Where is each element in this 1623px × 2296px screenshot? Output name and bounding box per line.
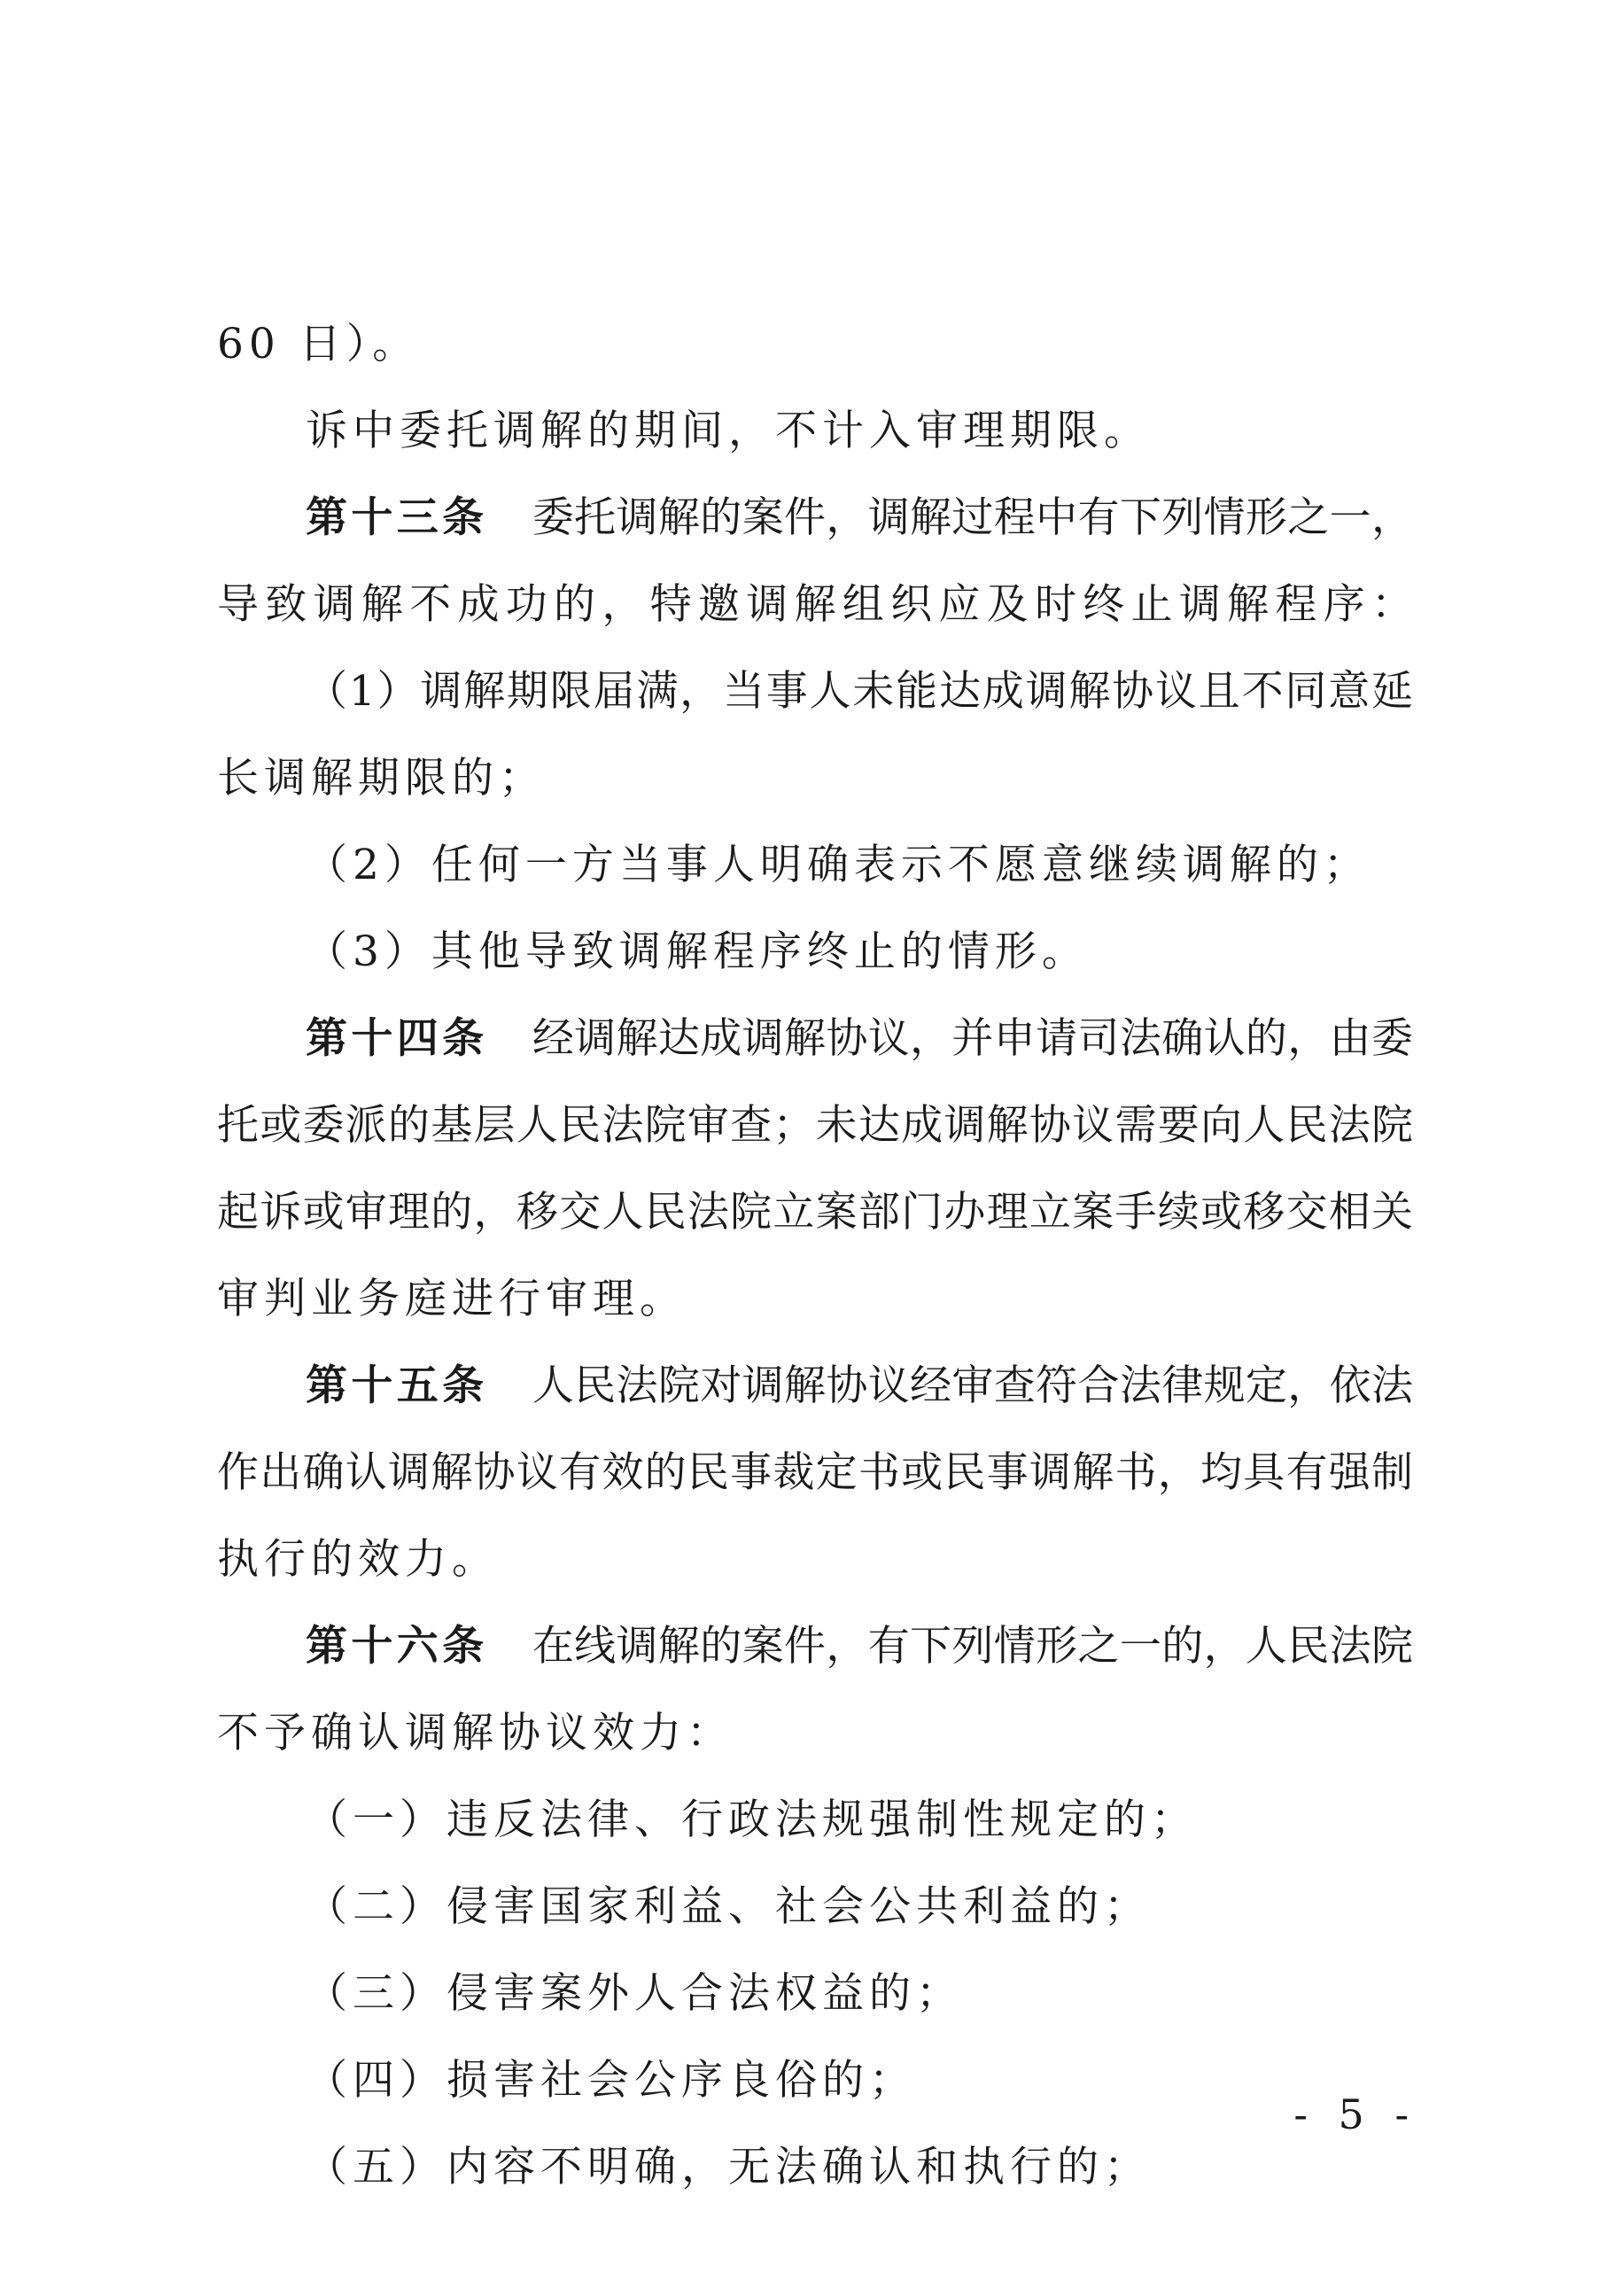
text-line: 导致调解不成功的，特邀调解组织应及时终止调解程序： bbox=[217, 580, 1413, 629]
text-line: 起诉或审理的，移交人民法院立案部门办理立案手续或移交相关 bbox=[217, 1188, 1413, 1237]
article-15-title: 第十五条 bbox=[306, 1361, 488, 1410]
list-item: （四）损害社会公序良俗的； bbox=[306, 2056, 916, 2105]
text-line: 人民法院对调解协议经审查符合法律规定，依法 bbox=[532, 1361, 1413, 1410]
text-line: 执行的效力。 bbox=[217, 1535, 499, 1584]
article-14-title: 第十四条 bbox=[306, 1014, 488, 1063]
article-16-title: 第十六条 bbox=[306, 1622, 488, 1671]
text-line: 审判业务庭进行审理。 bbox=[217, 1275, 687, 1323]
article-14-line bbox=[217, 996, 1413, 1082]
list-item: （五）内容不明确，无法确认和执行的； bbox=[306, 2143, 1151, 2191]
text-line: 诉中委托调解的期间，不计入审理期限。 bbox=[306, 407, 1151, 455]
list-item: （二）侵害国家利益、社会公共利益的； bbox=[306, 1882, 1151, 1931]
text-line: 60 日）。 bbox=[217, 320, 420, 368]
text-line: （1）调解期限届满，当事人未能达成调解协议且不同意延 bbox=[306, 667, 1413, 716]
article-15-line bbox=[217, 1343, 1413, 1430]
text-line: 经调解达成调解协议，并申请司法确认的，由委 bbox=[532, 1014, 1413, 1063]
article-13-line bbox=[217, 475, 1413, 562]
text-line: 不予确认调解协议效力： bbox=[217, 1709, 734, 1757]
article-13-title: 第十三条 bbox=[306, 493, 488, 542]
text-line: （2）任何一方当事人明确表示不愿意继续调解的； bbox=[306, 841, 1371, 889]
text-line: 委托调解的案件，调解过程中有下列情形之一， bbox=[532, 493, 1413, 542]
list-item: （一）违反法律、行政法规强制性规定的； bbox=[306, 1796, 1198, 1844]
list-item: （三）侵害案外人合法权益的； bbox=[306, 1969, 963, 2018]
text-line: （3）其他导致调解程序终止的情形。 bbox=[306, 927, 1089, 976]
page-number: - 5 - bbox=[1293, 2090, 1417, 2138]
text-line: 长调解期限的； bbox=[217, 754, 546, 803]
text-line: 在线调解的案件，有下列情形之一的，人民法院 bbox=[532, 1622, 1413, 1671]
text-line: 托或委派的基层人民法院审查；未达成调解协议需要向人民法院 bbox=[217, 1101, 1413, 1150]
article-16-line bbox=[217, 1603, 1413, 1690]
document-body bbox=[217, 301, 1413, 2211]
text-line: 作出确认调解协议有效的民事裁定书或民事调解书，均具有强制 bbox=[217, 1448, 1413, 1497]
